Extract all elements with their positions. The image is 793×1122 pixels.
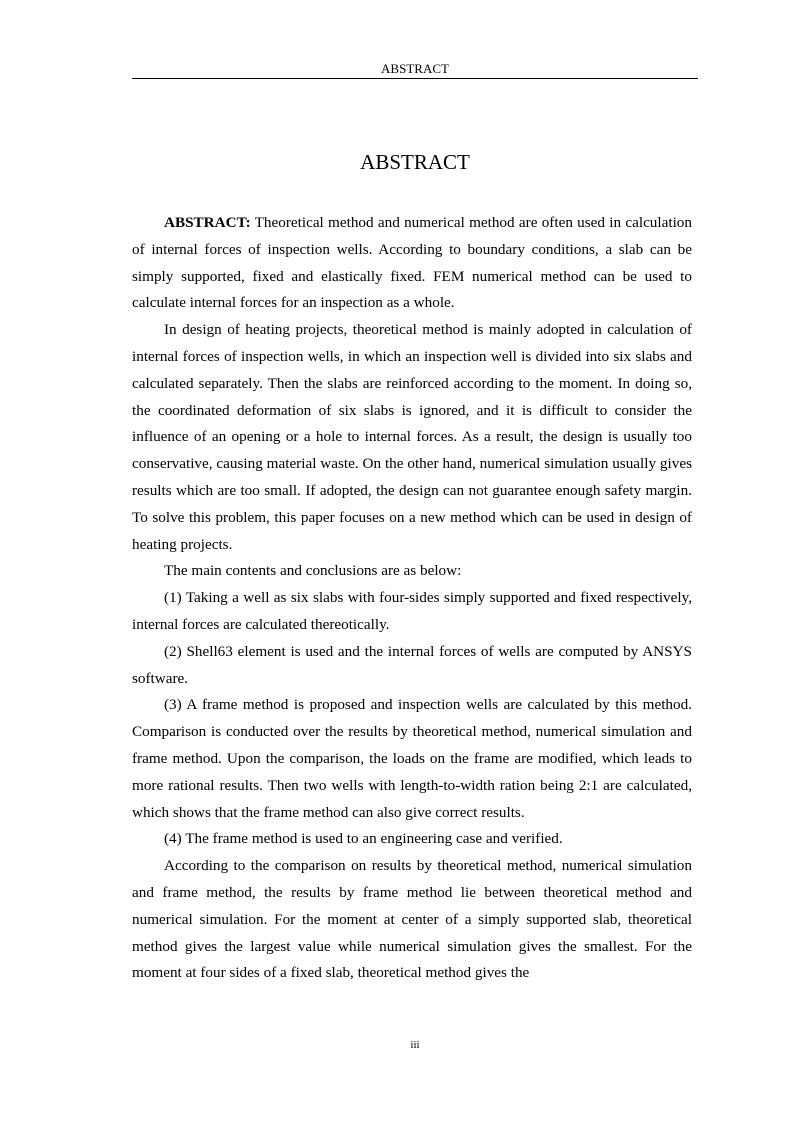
- paragraph-item-2: (2) Shell63 element is used and the internal forces of wells are computed by ANSYS software.: [132, 642, 692, 687]
- header-rule: [132, 78, 698, 79]
- page-title: ABSTRACT: [360, 150, 470, 174]
- page-number: iii: [410, 1039, 420, 1051]
- paragraph-comparison: According to the comparison on results by theoretical method, numerical simulation and frame method, the results by frame method lie between theoretical method and numerical simulation. For the moment at center of a simply supported slab, theoretical method gives the largest value while numerical simulation gives the smallest. For the moment at four sides of a fixed slab, theoretical method gives the: [132, 857, 692, 982]
- paragraph-item-3: (3) A frame method is proposed and inspection wells are calculated by this method. Comparison is conducted over the results by theoretical method, numerical simulation and frame method. Upon the comparison, the loads on the frame are modified, which leads to more rational results. Then two wells with length-to-width ration being 2:1 are calculated, which shows that the frame method can also give correct results.: [132, 696, 692, 821]
- abstract-keyword: ABSTRACT:: [164, 214, 251, 231]
- running-header: ABSTRACT: [381, 61, 449, 76]
- paragraph-item-4: (4) The frame method is used to an engineering case and verified.: [164, 830, 563, 848]
- paragraph-design-problem: In design of heating projects, theoretical method is mainly adopted in calculation of internal forces of inspection wells, in which an inspection well is divided into six slabs and calculated separately. Then the slabs are reinforced according to the moment. In doing so, the coordinated deformation of six slabs is ignored, and it is difficult to consider the influence of an opening or a hole to internal forces. As a result, the design is usually too conservative, causing material waste. On the other hand, numerical simulation usually gives results which are too small. If adopted, the design can not guarantee enough safety margin. To solve this problem, this paper focuses on a new method which can be used in design of heating projects.: [132, 321, 692, 553]
- paragraph-contents-intro: The main contents and conclusions are as below:: [164, 562, 462, 580]
- abstract-body: [132, 210, 692, 987]
- paragraph-item-1: (1) Taking a well as six slabs with four-sides simply supported and fixed respectively, internal forces are calculated thereotically.: [132, 589, 692, 633]
- paragraph-abstract-intro: [132, 210, 692, 317]
- paragraph-text: Theoretical method and numerical method are often used in calculation of internal forces of inspection wells. According to boundary conditions, a slab can be simply supported, fixed and elastically fixed. FEM numerical method can be used to calculate internal forces for an inspection as a whole.: [132, 214, 692, 312]
